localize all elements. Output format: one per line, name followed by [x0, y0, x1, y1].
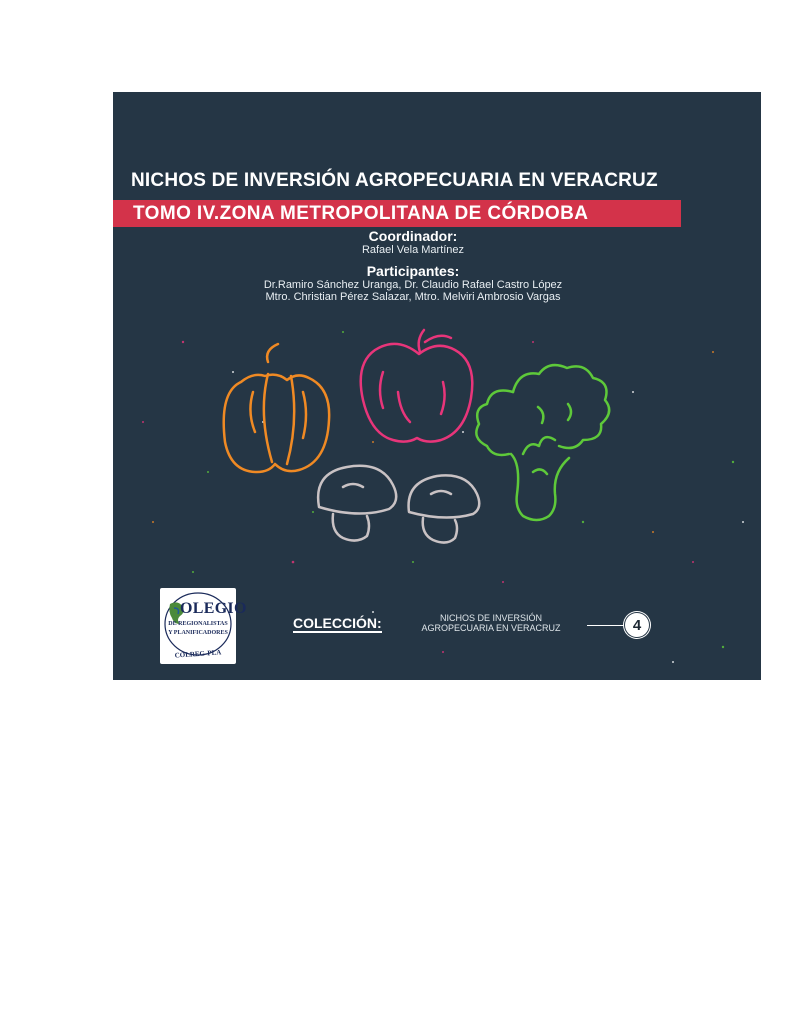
logo-line-2: Y PLANIFICADORES	[168, 630, 228, 636]
participants-line-2: Mtro. Christian Pérez Salazar, Mtro. Melviri Ambrosio Vargas	[265, 291, 561, 303]
participants-line-1: Dr.Ramiro Sánchez Uranga, Dr. Claudio Rafael Castro López	[263, 279, 563, 291]
logo-acronym: COLREG-PLA	[174, 648, 222, 660]
volume-title: TOMO IV.ZONA METROPOLITANA DE CÓRDOBA	[133, 203, 589, 224]
coordinator-name: Rafael Vela Martínez	[361, 244, 465, 256]
collection-name-line-1: NICHOS DE INVERSIÓN	[439, 613, 542, 623]
collection-name	[399, 613, 583, 633]
apple-icon	[361, 330, 473, 442]
institution-logo	[160, 588, 247, 664]
volume-number-badge: 4	[625, 613, 649, 637]
participants-label: Participantes:	[366, 263, 460, 279]
collection-name-line-2: AGROPECUARIA EN VERACRUZ	[421, 623, 561, 633]
collection-divider	[587, 625, 625, 626]
broccoli-icon	[476, 365, 609, 520]
collection-label: COLECCIÓN:	[293, 615, 382, 631]
logo-line-1: DE REGIONALISTAS	[168, 621, 228, 627]
mushroom-icon	[409, 475, 480, 542]
bell-pepper-icon	[224, 344, 329, 472]
mushroom-icon	[318, 466, 396, 541]
book-title: NICHOS DE INVERSIÓN AGROPECUARIA EN VERACRUZ	[131, 170, 658, 191]
logo-title: OLEGIO	[180, 600, 247, 617]
coordinator-label: Coordinador:	[368, 228, 458, 244]
book-cover	[113, 92, 761, 680]
